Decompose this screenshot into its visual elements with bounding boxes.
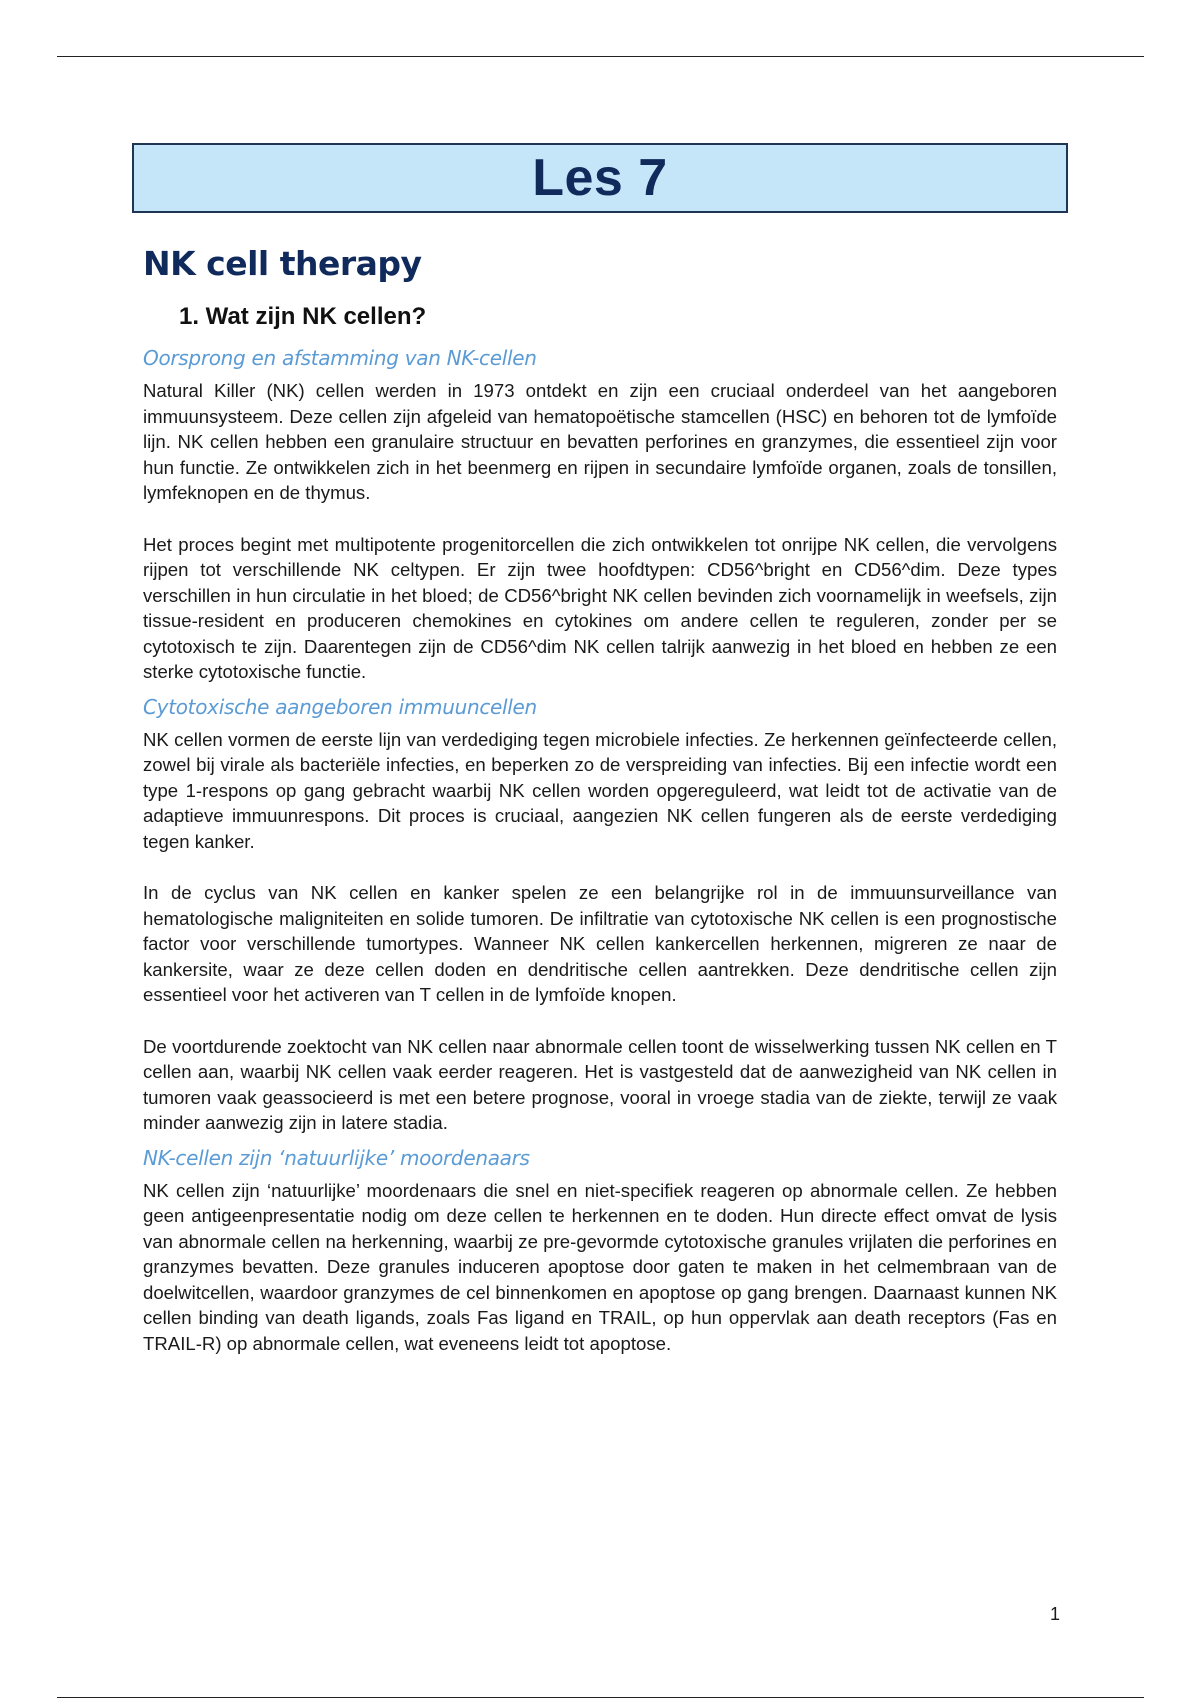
document-heading: NK cell therapy <box>143 244 422 283</box>
paragraph: Het proces begint met multipotente progenitorcellen die zich ontwikkelen tot onrijpe NK cellen, die vervolgens rijpen tot verschillende NK celtypen. Er zijn twee hoofdtypen: CD56^bright en CD56^dim. Deze types verschillen in hun circulatie in het bloed; de CD56^bright NK cellen bevinden zich voornamelijk in weefsels, zijn tissue-resident en produceren chemokines en cytokines om andere cellen te reguleren, zonder per se cytotoxisch te zijn. Daarentegen zijn de CD56^dim NK cellen talrijk aanwezig in het bloed en hebben ze een sterke cytotoxische functie. <box>143 533 1057 682</box>
subsection-heading-cytotoxic: Cytotoxische aangeboren immuuncellen <box>143 694 537 719</box>
paragraph: Natural Killer (NK) cellen werden in 1973 ontdekt en zijn een cruciaal onderdeel van het aangeboren immuunsysteem. Deze cellen zijn afgeleid van hematopoëtische stamcellen (HSC) en behoren tot de lymfoïde lijn. NK cellen hebben een granulaire structuur en bevatten perforines en granzymes, die essentieel zijn voor hun functie. Ze ontwikkelen zich in het beenmerg en rijpen in secundaire lymfoïde organen, zoals de tonsillen, lymfeknopen en de thymus. <box>143 380 1057 503</box>
section-title: 1. Wat zijn NK cellen? <box>179 303 427 330</box>
paragraph: In de cyclus van NK cellen en kanker spelen ze een belangrijke rol in de immuunsurveillance van hematologische maligniteiten en solide tumoren. De infiltratie van cytotoxische NK cellen is een prognostische factor voor verschillende tumortypes. Wanneer NK cellen kankercellen herkennen, migreren ze naar de kankersite, waar ze deze cellen doden en dendritische cellen aantrekken. Deze dendritische cellen zijn essentieel voor het activeren van T cellen in de lymfoïde knopen. <box>143 882 1057 1005</box>
bottom-rule <box>57 1697 1144 1698</box>
subsection-heading-origin: Oorsprong en afstamming van NK-cellen <box>143 346 537 370</box>
paragraph: NK cellen zijn ‘natuurlijke’ moordenaars die snel en niet-specifiek reageren op abnormale cellen. Ze hebben geen antigeenpresentatie nodig om deze cellen te herkennen en te doden. Hun directe effect omvat de lysis van abnormale cellen na herkenning, waarbij ze pre-gevormde cytotoxische granules vrijlaten die perforines en granzymes bevatten. Deze granules induceren apoptose door gaten te maken in het celmembraan van de doelwitcellen, waardoor granzymes de cel binnenkomen en apoptose op gang brengen. Daarnaast kunnen NK cellen binding van death ligands, zoals Fas ligand en TRAIL, op hun oppervlak aan death receptors (Fas en TRAIL-R) op abnormale cellen, wat eveneens leidt tot apoptose. <box>143 1179 1057 1354</box>
lesson-title-box <box>132 143 1068 213</box>
subsection-heading-natural-killers: NK-cellen zijn ‘natuurlijke’ moordenaars <box>143 1145 530 1170</box>
page-content <box>143 240 1057 1356</box>
page-number: 1 <box>1049 1604 1060 1624</box>
paragraph: NK cellen vormen de eerste lijn van verdediging tegen microbiele infecties. Ze herkennen geïnfecteerde cellen, zowel bij virale als bacteriële infecties, en beperken zo de verspreiding van infecties. Bij een infectie wordt een type 1-respons op gang gebracht waarbij NK cellen worden opgereguleerd, wat leidt tot de activatie van de adaptieve immuunrespons. Dit proces is cruciaal, aangezien NK cellen fungeren als de eerste verdediging tegen kanker. <box>143 728 1057 852</box>
top-rule <box>57 56 1144 57</box>
paragraph: De voortdurende zoektocht van NK cellen naar abnormale cellen toont de wisselwerking tussen NK cellen en T cellen aan, waarbij NK cellen vaak eerder reageren. Het is vastgesteld dat de aanwezigheid van NK cellen in tumoren vaak geassocieerd is met een betere prognose, vooral in vroege stadia van de ziekte, terwijl ze vaak minder aanwezig zijn in latere stadia. <box>143 1035 1057 1133</box>
lesson-title: Les 7 <box>532 149 668 207</box>
